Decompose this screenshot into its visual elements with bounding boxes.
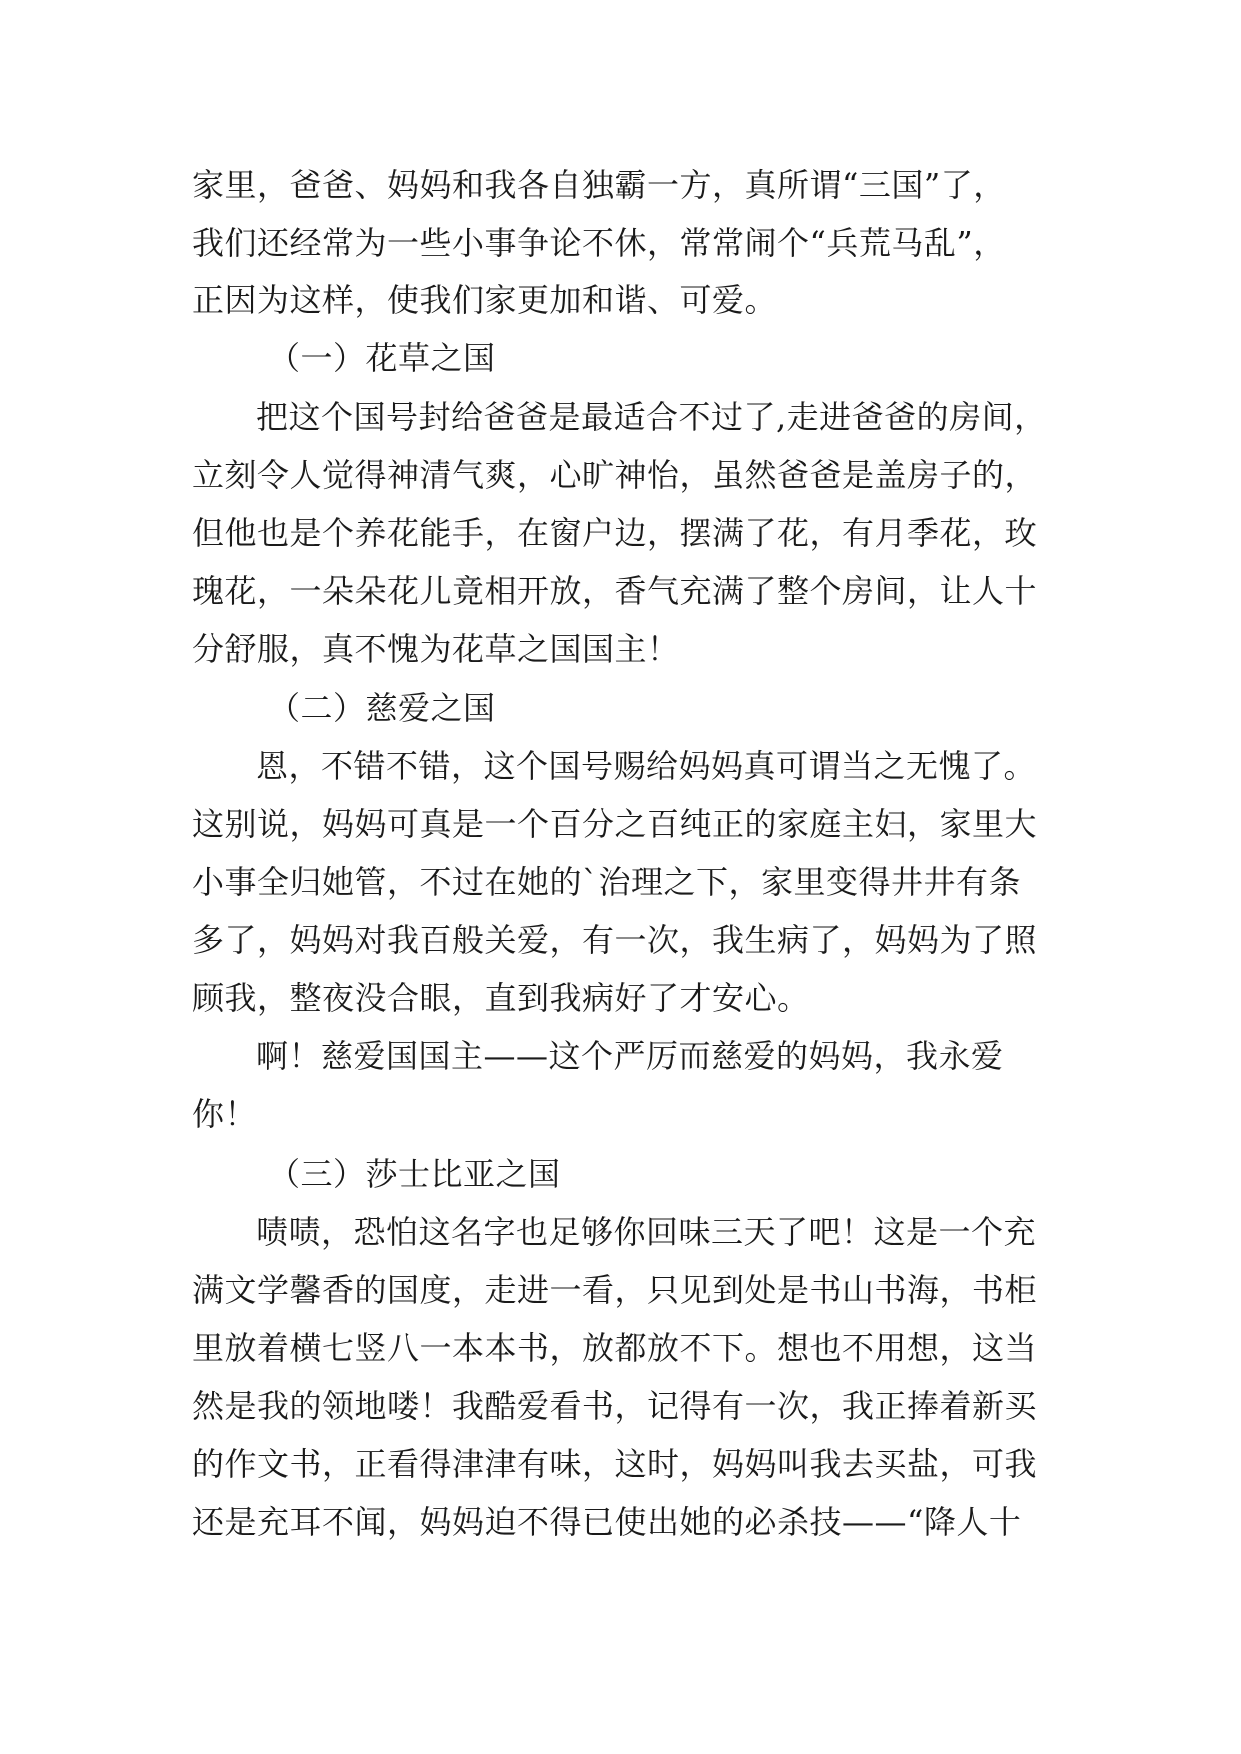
section-heading: （三）莎士比亚之国	[268, 1155, 561, 1193]
text-line: 多了，妈妈对我百般关爱，有一次，我生病了，妈妈为了照	[192, 921, 1038, 959]
text-line: 小事全归她管，不过在她的`治理之下，家里变得井井有条	[192, 863, 1022, 901]
text-line: 啊！慈爱国国主——这个严厉而慈爱的妈妈，我永爱	[256, 1037, 1004, 1075]
text-line: 恩，不错不错，这个国号赐给妈妈真可谓当之无愧了。	[256, 747, 1037, 785]
text-line: 家里，爸爸、妈妈和我各自独霸一方，真所谓“三国”了，	[192, 166, 1006, 204]
text-line: 还是充耳不闻，妈妈迫不得已使出她的必杀技——“降人十	[192, 1503, 1022, 1541]
text-line: 分舒服，真不愧为花草之国国主！	[192, 630, 680, 668]
text-line: 里放着横七竖八一本本书，放都放不下。想也不用想，这当	[192, 1329, 1038, 1367]
text-line: 瑰花，一朵朵花儿竟相开放，香气充满了整个房间，让人十	[192, 572, 1038, 610]
text-line: 顾我，整夜没合眼，直到我病好了才安心。	[192, 979, 810, 1017]
text-line: 我们还经常为一些小事争论不休，常常闹个“兵荒马乱”，	[192, 224, 1006, 262]
text-line: 正因为这样，使我们家更加和谐、可爱。	[192, 281, 778, 319]
text-line: 把这个国号封给爸爸是最适合不过了,走进爸爸的房间，	[256, 398, 1047, 436]
text-line: 你！	[192, 1095, 258, 1133]
section-heading: （二）慈爱之国	[268, 689, 496, 727]
text-line: 的作文书，正看得津津有味，这时，妈妈叫我去买盐，可我	[192, 1445, 1038, 1483]
text-line: 啧啧，恐怕这名字也足够你回味三天了吧！这是一个充	[256, 1213, 1037, 1251]
section-heading: （一）花草之国	[268, 339, 496, 377]
text-line: 然是我的领地喽！我酷爱看书，记得有一次，我正捧着新买	[192, 1387, 1038, 1425]
text-line: 这别说，妈妈可真是一个百分之百纯正的家庭主妇，家里大	[192, 805, 1038, 843]
text-line: 立刻令人觉得神清气爽，心旷神怡，虽然爸爸是盖房子的，	[192, 456, 1038, 494]
text-line: 满文学馨香的国度，走进一看，只见到处是书山书海，书柜	[192, 1271, 1038, 1309]
text-line: 但他也是个养花能手，在窗户边，摆满了花，有月季花，玫	[192, 514, 1038, 552]
